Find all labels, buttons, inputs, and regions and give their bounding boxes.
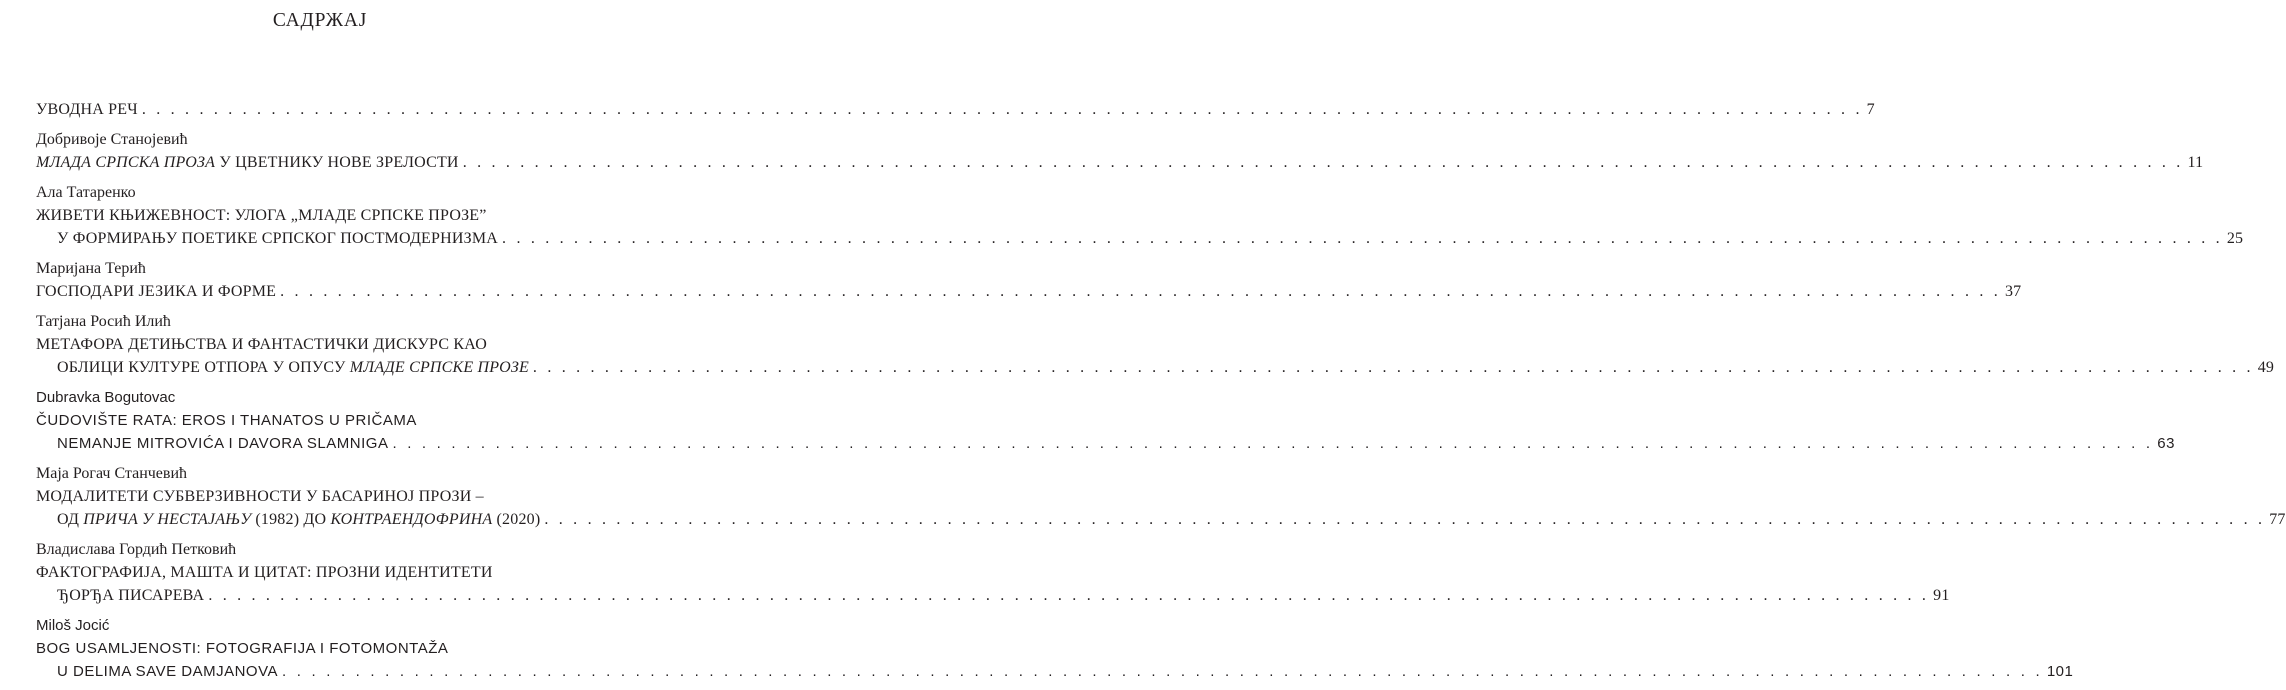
toc-title-text: ОД <box>57 511 84 528</box>
toc-author: Ала Татаренко <box>36 184 136 201</box>
toc-title-text: У ЦВЕТНИКУ НОВЕ ЗРЕЛОСТИ <box>215 154 459 171</box>
dot-leader: . . . . . . . . . . . . . . . . . . . . . . . . . . . . . . . . . . . . . . . . . . . . . . . . . . . . . . . . . . . . . . . . . . . . . . . . . . . . . . . . . . . . . . . . . . . . . . . . . . . . . . . . . . . . . . . . . . . . . . . . <box>208 587 1930 604</box>
toc-entry <box>36 181 2244 250</box>
toc-title-text: У ФОРМИРАЊУ ПОЕТИКЕ СРПСКОГ ПОСТМОДЕРНИЗМА <box>57 230 499 247</box>
toc-author: Маја Рогач Станчевић <box>36 465 188 482</box>
toc-entry <box>36 614 2074 683</box>
page-number: 37 <box>2004 283 2022 300</box>
page-number: 7 <box>1866 101 1875 118</box>
toc-title-text: (1982) ДО <box>251 511 331 528</box>
dot-leader: . . . . . . . . . . . . . . . . . . . . . . . . . . . . . . . . . . . . . . . . . . . . . . . . . . . . . . . . . . . . . . . . . . . . . . . . . . . . . . . . . . . . . . . . . . . . . . . . . . . . . . . . . . . . . . . . . . . . . . . . <box>392 435 2154 452</box>
toc-title-italic-text: МЛАДА СРПСКА ПРОЗА <box>36 154 216 171</box>
table-of-contents <box>36 98 2286 690</box>
toc-title-text: NEMANJE MITROVIĆA I DAVORA SLAMNIGA <box>57 435 389 452</box>
dot-leader: . . . . . . . . . . . . . . . . . . . . . . . . . . . . . . . . . . . . . . . . . . . . . . . . . . . . . . . . . . . . . . . . . . . . . . . . . . . . . . . . . . . . . . . . . . . . . . . . . . . . . . . . . . . . . . . . . . . . . . . . <box>280 283 2001 300</box>
toc-title-line[interactable] <box>36 485 575 508</box>
toc-title-text: U DELIMA SAVE DAMJANOVA <box>57 663 278 680</box>
toc-title-line[interactable] <box>36 333 575 356</box>
toc-entry <box>36 257 2022 303</box>
dot-leader: . . . . . . . . . . . . . . . . . . . . . . . . . . . . . . . . . . . . . . . . . . . . . . . . . . . . . . . . . . . . . . . . . . . . . . . . . . . . . . . . . . . . . . . . . . . . . . . . . . . . . . . . . . . . . . . . . . . . . . . . <box>141 101 1863 118</box>
toc-title-text: МОДАЛИТЕТИ СУБВЕРЗИВНОСТИ У БАСАРИНОЈ ПРОЗИ – <box>36 488 484 505</box>
page-number: 49 <box>2257 359 2275 376</box>
toc-entry <box>36 128 2204 174</box>
toc-title-line[interactable] <box>36 409 575 432</box>
toc-author: Dubravka Bogutovac <box>36 389 176 406</box>
toc-title-line[interactable] <box>36 660 2074 683</box>
page-number: 63 <box>2157 435 2175 452</box>
toc-title-text: BOG USAMLJENOSTI: FOTOGRAFIJA I FOTOMONTAŽA <box>36 640 449 657</box>
dot-leader: . . . . . . . . . . . . . . . . . . . . . . . . . . . . . . . . . . . . . . . . . . . . . . . . . . . . . . . . . . . . . . . . . . . . . . . . . . . . . . . . . . . . . . . . . . . . . . . . . . . . . . . . . . . . . . . . . . . . . . . . <box>532 359 2254 376</box>
toc-author: Miloš Jocić <box>36 617 110 634</box>
toc-author: Владислава Гордић Петковић <box>36 541 237 558</box>
toc-title-line[interactable] <box>36 356 2275 379</box>
toc-title-text: ФАКТОГРАФИЈА, МАШТА И ЦИТАТ: ПРОЗНИ ИДЕНТИТЕТИ <box>36 564 493 581</box>
toc-author: Добривоје Станојевић <box>36 131 188 148</box>
page-number: 25 <box>2226 230 2244 247</box>
page-number: 11 <box>2187 154 2204 171</box>
toc-title-line[interactable] <box>36 98 1875 121</box>
toc-title-line[interactable] <box>36 280 2022 303</box>
toc-author: Татјана Росић Илић <box>36 313 171 330</box>
toc-title-line[interactable] <box>36 637 575 660</box>
toc-entry <box>36 538 1950 607</box>
toc-title-text: ЂОРЂА ПИСАРЕВА <box>57 587 205 604</box>
page-title: САДРЖАЈ <box>272 10 368 31</box>
toc-title-text: УВОДНА РЕЧ <box>36 101 138 118</box>
toc-title-line[interactable] <box>36 204 575 227</box>
toc-title-line[interactable] <box>36 508 2286 531</box>
toc-title-text: ЖИВЕТИ КЊИЖЕВНОСТ: УЛОГА „МЛАДЕ СРПСКЕ ПРОЗЕ” <box>36 207 487 224</box>
toc-title-line[interactable] <box>36 227 2244 250</box>
page-number: 77 <box>2269 511 2286 528</box>
page-number: 101 <box>2046 663 2074 680</box>
toc-entry <box>36 310 2275 379</box>
toc-entry <box>36 386 2175 455</box>
toc-title-line[interactable] <box>36 432 2175 455</box>
toc-title-italic-text: ПРИЧА У НЕСТАЈАЊУ <box>83 511 252 528</box>
dot-leader: . . . . . . . . . . . . . . . . . . . . . . . . . . . . . . . . . . . . . . . . . . . . . . . . . . . . . . . . . . . . . . . . . . . . . . . . . . . . . . . . . . . . . . . . . . . . . . . . . . . . . . . . . . . . . . . . . . . . . . . . <box>282 663 2043 680</box>
toc-title-text: ОБЛИЦИ КУЛТУРЕ ОТПОРА У ОПУСУ <box>57 359 350 376</box>
dot-leader: . . . . . . . . . . . . . . . . . . . . . . . . . . . . . . . . . . . . . . . . . . . . . . . . . . . . . . . . . . . . . . . . . . . . . . . . . . . . . . . . . . . . . . . . . . . . . . . . . . . . . . . . . . . . . . . . . . . . . . . . <box>544 511 2266 528</box>
toc-title-line[interactable] <box>36 584 1950 607</box>
toc-title-text: МЕТАФОРА ДЕТИЊСТВА И ФАНТАСТИЧКИ ДИСКУРС КАО <box>36 336 487 353</box>
toc-author: Маријана Терић <box>36 260 146 277</box>
toc-title-text: (2020) <box>492 511 541 528</box>
toc-title-italic-text: МЛАДЕ СРПСКЕ ПРОЗЕ <box>349 359 529 376</box>
page-number: 91 <box>1933 587 1950 604</box>
toc-title-line[interactable] <box>36 561 575 584</box>
toc-title-italic-text: КОНТРАЕНДОФРИНА <box>330 511 493 528</box>
toc-title-text: ГОСПОДАРИ ЈЕЗИКА И ФОРМЕ <box>36 283 277 300</box>
toc-title-text: ČUDOVIŠTE RATA: EROS I THANATOS U PRIČAMA <box>36 412 417 429</box>
dot-leader: . . . . . . . . . . . . . . . . . . . . . . . . . . . . . . . . . . . . . . . . . . . . . . . . . . . . . . . . . . . . . . . . . . . . . . . . . . . . . . . . . . . . . . . . . . . . . . . . . . . . . . . . . . . . . . . . . . . . . . . . <box>462 154 2184 171</box>
dot-leader: . . . . . . . . . . . . . . . . . . . . . . . . . . . . . . . . . . . . . . . . . . . . . . . . . . . . . . . . . . . . . . . . . . . . . . . . . . . . . . . . . . . . . . . . . . . . . . . . . . . . . . . . . . . . . . . . . . . . . . . . <box>502 230 2223 247</box>
toc-title-line[interactable] <box>36 151 2204 174</box>
toc-entry <box>36 462 2286 531</box>
toc-entry <box>36 98 1875 121</box>
